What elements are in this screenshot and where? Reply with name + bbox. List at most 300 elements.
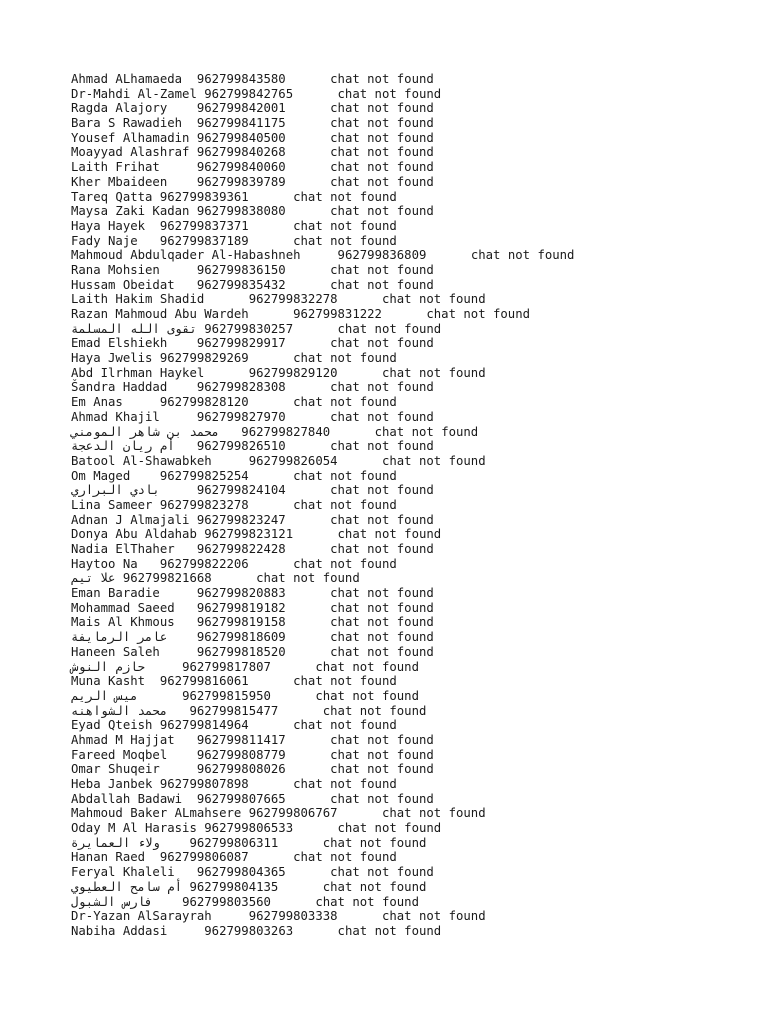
status-text: chat not found [426,307,531,321]
phone-number: 962799818520 [196,644,286,659]
contact-name: Kher Mbaideen [71,174,168,189]
contact-line [71,278,574,293]
separator [152,498,159,512]
phone-number: 962799808779 [196,747,286,762]
status-text: chat not found [337,527,442,542]
separator [152,718,159,732]
phone-number: 962799839361 [159,189,249,204]
contact-name: Muna Kasht [71,674,146,689]
status-text: chat not found [330,145,434,160]
phone-number: 962799817807 [182,659,271,674]
phone-number: 962799823121 [204,527,294,542]
status-text: chat not found [330,409,434,424]
phone-number: 962799806767 [248,806,338,821]
contact-name: أم ريان الدعجة [71,439,175,454]
contact-name: Maysa Zaki Kadan [71,204,190,219]
contact-line [71,72,574,87]
separator [130,469,160,483]
separator [249,351,293,365]
status-text: chat not found [330,630,434,645]
contact-line [71,674,574,689]
status-text: chat not found [293,674,397,689]
phone-number: 962799814964 [159,718,249,733]
phone-number: 962799803338 [248,909,338,924]
status-text: chat not found [330,439,434,454]
status-text: chat not found [330,130,434,145]
contact-line [71,425,574,440]
phone-number: 962799825254 [159,468,249,483]
separator [249,395,293,409]
contact-name: Ahmad Khajil [71,409,160,424]
separator [286,748,330,762]
separator [286,131,330,145]
separator [212,571,256,585]
contact-line [71,557,574,572]
status-text: chat not found [381,365,486,380]
contact-name: Eman Baradie [71,586,160,601]
phone-number: 962799842001 [196,101,286,116]
status-text: chat not found [381,806,486,821]
separator [175,278,197,292]
contact-line [71,234,574,249]
separator [152,351,159,365]
separator [152,190,159,204]
contact-name: Haneen Saleh [71,644,160,659]
contact-name: Ahmad M Hajjat [71,732,175,747]
status-text: chat not found [381,909,486,924]
contact-line [71,645,574,660]
phone-number: 962799831222 [293,307,382,321]
separator [249,557,293,571]
status-text: chat not found [337,923,442,938]
contact-line [71,336,574,351]
phone-number: 962799841175 [196,116,286,131]
status-text: chat not found [330,615,434,630]
separator [286,380,330,394]
status-text: chat not found [330,380,434,395]
separator [204,366,248,380]
contact-name: Tareq Qatta [71,189,153,204]
contact-name: Dr-Yazan AlSarayrah [71,909,212,924]
contact-line [71,175,574,190]
contact-name: Ragda Alajory [71,101,168,116]
separator [338,366,382,380]
separator [145,850,160,864]
contact-name: Yousef Alhamadin [71,130,190,145]
contact-line [71,439,574,454]
contact-line [71,204,574,219]
phone-number: 962799838080 [196,204,286,219]
separator [271,895,315,909]
phone-number: 962799830257 [204,321,294,336]
separator [286,72,330,86]
separator [286,204,330,218]
phone-number: 962799815950 [182,688,271,703]
contact-line [71,895,574,910]
status-text: chat not found [330,542,434,556]
separator [293,527,337,541]
contact-line [71,469,574,484]
phone-number: 962799837371 [159,218,249,233]
phone-number: 962799836150 [196,262,286,277]
phone-number: 962799803263 [204,923,294,938]
separator [271,660,315,674]
separator [338,292,382,306]
status-text: chat not found [293,556,397,571]
contact-line [71,513,574,528]
contact-name: ميس الريم [71,688,138,703]
contact-line [71,821,574,836]
contact-name: Hussam Obeidat [71,277,175,292]
contact-line [71,351,574,366]
contact-line [71,777,574,792]
separator [138,557,160,571]
contact-name: Omar Shuqeir [71,762,160,777]
separator [249,718,293,732]
separator [293,924,337,938]
phone-number: 962799828120 [159,395,249,410]
status-text: chat not found [330,277,434,292]
status-text: chat not found [330,747,434,762]
contact-name: Haya Jwelis [71,351,153,366]
contact-name: تقوى الله المسلمة [71,321,197,336]
contact-line [71,190,574,205]
separator [249,498,293,512]
contact-name: Bara S Rawadieh [71,116,183,131]
status-text: chat not found [293,233,397,248]
contact-line [71,307,574,322]
separator [271,689,315,703]
phone-number: 962799829120 [248,365,338,380]
contact-name: Adnan J Almajali [71,512,190,527]
phone-number: 962799827970 [196,409,286,424]
contact-name: Haytoo Na [71,556,138,571]
separator [189,204,196,218]
separator [249,307,293,321]
status-text: chat not found [330,732,434,747]
contact-name: حازم النوش [71,659,146,674]
separator [301,248,338,262]
separator [278,704,322,718]
status-text: chat not found [293,189,397,204]
status-text: chat not found [293,850,397,865]
status-text: chat not found [337,821,442,836]
phone-number: 962799823247 [196,512,286,527]
contact-line [71,322,574,337]
separator [182,792,197,806]
separator [182,116,197,130]
contact-name: Abd Ilrhman Haykel [71,365,205,380]
phone-number: 962799837189 [159,233,249,248]
contact-line [71,792,574,807]
separator [249,674,293,688]
phone-number: 962799819182 [196,600,286,615]
separator [160,762,197,776]
separator [145,674,160,688]
separator [286,145,330,159]
contact-name: Fady Naje [71,233,138,248]
status-text: chat not found [315,688,419,703]
contact-name: Haya Hayek [71,218,146,233]
contact-name: Feryal Khaleli [71,865,175,880]
phone-number: 962799839789 [196,174,286,189]
separator [115,571,122,585]
contact-name: Razan Mahmoud Abu Wardeh [71,307,249,321]
phone-number: 962799835432 [196,277,286,292]
contact-line [71,850,574,865]
separator [160,410,197,424]
status-text: chat not found [330,72,434,86]
phone-number: 962799811417 [196,732,286,747]
contact-name: Moayyad Alashraf [71,145,190,160]
contact-name: Abdallah Badawi [71,791,183,806]
separator [212,454,249,468]
phone-number: 962799829917 [196,336,286,351]
phone-number: 962799804365 [196,865,286,880]
status-text: chat not found [330,160,434,175]
separator [175,865,197,879]
contact-line [71,483,574,498]
separator [160,836,190,850]
phone-number: 962799804135 [189,879,279,894]
phone-number: 962799803560 [182,894,271,909]
phone-number: 962799842765 [204,86,294,101]
contact-name: Nabiha Addasi [71,923,168,938]
status-text: chat not found [330,262,434,277]
status-text: chat not found [315,894,419,909]
contact-line [71,410,574,425]
separator [286,586,330,600]
contact-line [71,909,574,924]
status-text: chat not found [381,292,486,307]
phone-number: 962799822428 [196,542,286,556]
separator [286,336,330,350]
separator [204,292,248,306]
contact-name: Mahmoud Abdulqader Al-Habashneh [71,248,301,263]
contact-line [71,87,574,102]
separator [145,660,182,674]
contact-name: Dr-Mahdi Al-Zamel [71,86,197,101]
status-text: chat not found [293,351,397,366]
contact-line [71,630,574,645]
separator [330,425,374,439]
phone-number: 962799826054 [248,453,338,468]
contact-name: Eyad Qteish [71,718,153,733]
separator [249,469,293,483]
status-text: chat not found [330,586,434,601]
phone-number: 962799827840 [241,424,331,439]
status-text: chat not found [330,762,434,777]
status-text: chat not found [293,218,397,233]
phone-number: 962799822206 [159,556,249,571]
separator [249,234,293,248]
separator [286,733,330,747]
status-text: chat not found [330,116,434,131]
separator [160,483,197,497]
contact-line [71,601,574,616]
separator [286,116,330,130]
separator [286,762,330,776]
contact-line [71,733,574,748]
contact-name: محمد بن شاهر المومني [71,424,220,439]
contact-line [71,865,574,880]
separator [286,263,330,277]
separator [286,792,330,806]
contact-line [71,248,574,263]
contact-name: علا تيم [71,571,116,586]
status-text: chat not found [293,718,397,733]
contact-name: عامر الرمايفة [71,630,168,645]
separator [426,248,470,262]
contact-line [71,101,574,116]
separator [167,748,197,762]
contact-line [71,571,574,586]
contact-line [71,806,574,821]
separator [167,630,197,644]
status-text: chat not found [293,497,397,512]
status-text: chat not found [381,453,486,468]
separator [286,601,330,615]
contact-line [71,527,574,542]
status-text: chat not found [330,791,434,806]
phone-number: 962799843580 [196,72,286,86]
status-text: chat not found [293,395,397,410]
separator [189,513,196,527]
contact-line [71,836,574,851]
status-text: chat not found [337,86,442,101]
contact-line [71,704,574,719]
status-text: chat not found [256,571,360,586]
contact-name: Om Maged [71,468,131,483]
status-text: chat not found [330,174,434,189]
separator [167,924,204,938]
contact-line [71,718,574,733]
contact-name: ولاء العمايرة [71,835,160,850]
phone-number: 962799829269 [159,351,249,366]
contact-name: Laith Frihat [71,160,160,175]
phone-number: 962799806087 [159,850,249,865]
contact-name: Donya Abu Aldahab [71,527,197,542]
phone-number: 962799808026 [196,762,286,777]
status-text: chat not found [374,424,479,439]
contact-line [71,924,574,939]
contact-line [71,454,574,469]
status-text: chat not found [330,336,434,351]
separator [278,836,322,850]
separator [167,101,197,115]
separator [286,410,330,424]
phone-number: 962799840060 [196,160,286,175]
phone-number: 962799824104 [196,483,286,498]
separator [212,909,249,923]
separator [241,806,248,820]
status-text: chat not found [330,512,434,527]
contact-name: أم سامح العطيوي [71,879,183,894]
separator [189,131,196,145]
phone-number: 962799828308 [196,380,286,395]
contact-name: Mahmoud Baker ALmahsere [71,806,242,821]
separator [249,850,293,864]
contact-name: فارس الشبول [71,894,153,909]
contact-line [71,160,574,175]
separator [286,101,330,115]
phone-number: 962799818609 [196,630,286,645]
contact-line [71,263,574,278]
contact-line [71,586,574,601]
separator [138,689,182,703]
separator [293,322,337,336]
status-text: chat not found [330,204,434,219]
separator [286,175,330,189]
status-text: chat not found [315,659,419,674]
separator [338,454,382,468]
separator [160,586,197,600]
separator [293,87,337,101]
separator [152,895,182,909]
contact-line [71,395,574,410]
status-text: chat not found [470,248,575,263]
separator [286,615,330,629]
separator [175,601,197,615]
separator [338,806,382,820]
status-text: chat not found [322,879,427,894]
separator [167,336,197,350]
separator [286,513,330,527]
separator [175,542,197,556]
phone-number: 962799807665 [196,791,286,806]
contact-line [71,615,574,630]
separator [123,395,160,409]
separator [167,704,189,718]
phone-number: 962799821668 [122,571,212,586]
separator [145,219,160,233]
separator [160,160,197,174]
separator [249,219,293,233]
contact-line [71,660,574,675]
separator [286,439,330,453]
contact-name: Emad Elshiekh [71,336,168,351]
status-text: chat not found [337,321,442,336]
status-text: chat not found [330,644,434,659]
contact-line [71,366,574,381]
contact-line [71,542,574,557]
status-text: chat not found [293,777,397,791]
separator [286,630,330,644]
separator [286,278,330,292]
phone-number: 962799840268 [196,145,286,160]
phone-number: 962799806533 [204,821,294,836]
contact-name: Laith Hakim Shadid [71,292,205,307]
contact-line [71,762,574,777]
contact-name: Nadia ElThaher [71,542,175,556]
contact-name: بادي البراري [71,483,160,498]
contact-name: Hanan Raed [71,850,146,865]
contact-line [71,380,574,395]
phone-number: 962799840500 [196,130,286,145]
separator [152,777,159,791]
contact-line [71,145,574,160]
contact-name: Heba Janbek [71,777,153,791]
separator [167,175,197,189]
separator [138,234,160,248]
contact-name: Batool Al-Shawabkeh [71,453,212,468]
status-text: chat not found [330,865,434,880]
contact-line [71,131,574,146]
phone-number: 962799807898 [159,777,249,791]
contact-line [71,116,574,131]
status-text: chat not found [322,703,427,718]
phone-number: 962799836809 [337,248,427,263]
